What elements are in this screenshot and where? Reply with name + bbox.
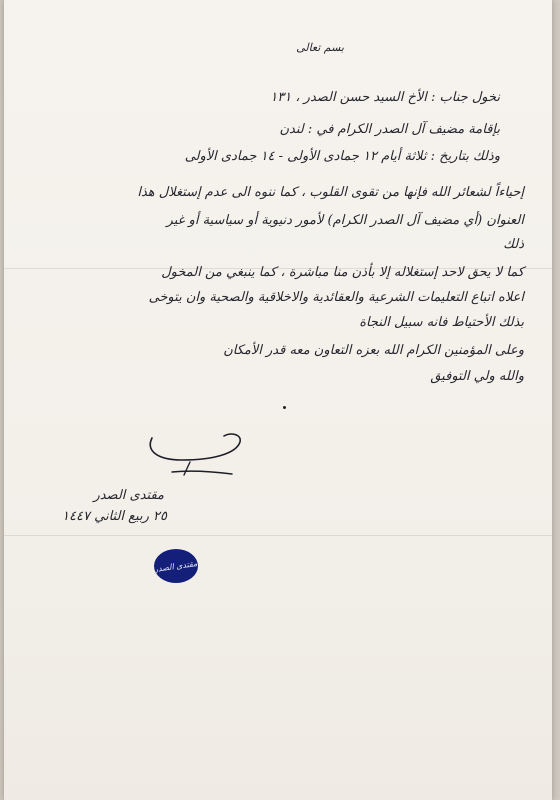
signature-scribble [132, 420, 252, 480]
letter-line: بذلك الأحتياط فانه سبيل النجاة [359, 315, 524, 330]
basmala: بسم تعالى [296, 41, 344, 54]
letter-line: كما لا يحق لاحد إستغلاله إلا بأذن منا مباشرة ، كما ينبغي من المخول [161, 265, 524, 280]
letter-line: ذلك [503, 237, 524, 252]
letter-line: اعلاه اتباع التعليمات الشرعية والعقائدية والاخلاقية والصحية وان يتوخى [148, 290, 524, 305]
letter-line: بإقامة مضيف آل الصدر الكرام في : لندن [279, 122, 500, 137]
letter-line: والله ولي التوفيق [430, 369, 524, 384]
letter-page [4, 0, 552, 800]
signature-name: مقتدى الصدر [93, 488, 164, 503]
letter-line: وعلى المؤمنين الكرام الله بعزه التعاون معه قدر الأمكان [223, 343, 524, 358]
ink-dot [283, 406, 286, 409]
official-seal: مقتدى الصدر [154, 549, 198, 583]
letter-line: وذلك بتاريخ : ثلاثة أيام ١٢ جمادى الأولى - ١٤ جمادى الأولى [184, 149, 500, 164]
signature-date: ٢٥ ربيع الثاني ١٤٤٧ [62, 509, 167, 524]
paper-fold [4, 535, 552, 536]
letter-line: العنوان (أي مضيف آل الصدر الكرام) لأمور دنيوية أو سياسية أو غير [166, 213, 524, 228]
letter-line: إحياءاً لشعائر الله فإنها من تقوى القلوب ، كما ننوه الى عدم إستغلال هذا [137, 185, 524, 200]
letter-line: نخول جناب : الأخ السيد حسن الصدر ، ١٣١ [270, 90, 500, 105]
